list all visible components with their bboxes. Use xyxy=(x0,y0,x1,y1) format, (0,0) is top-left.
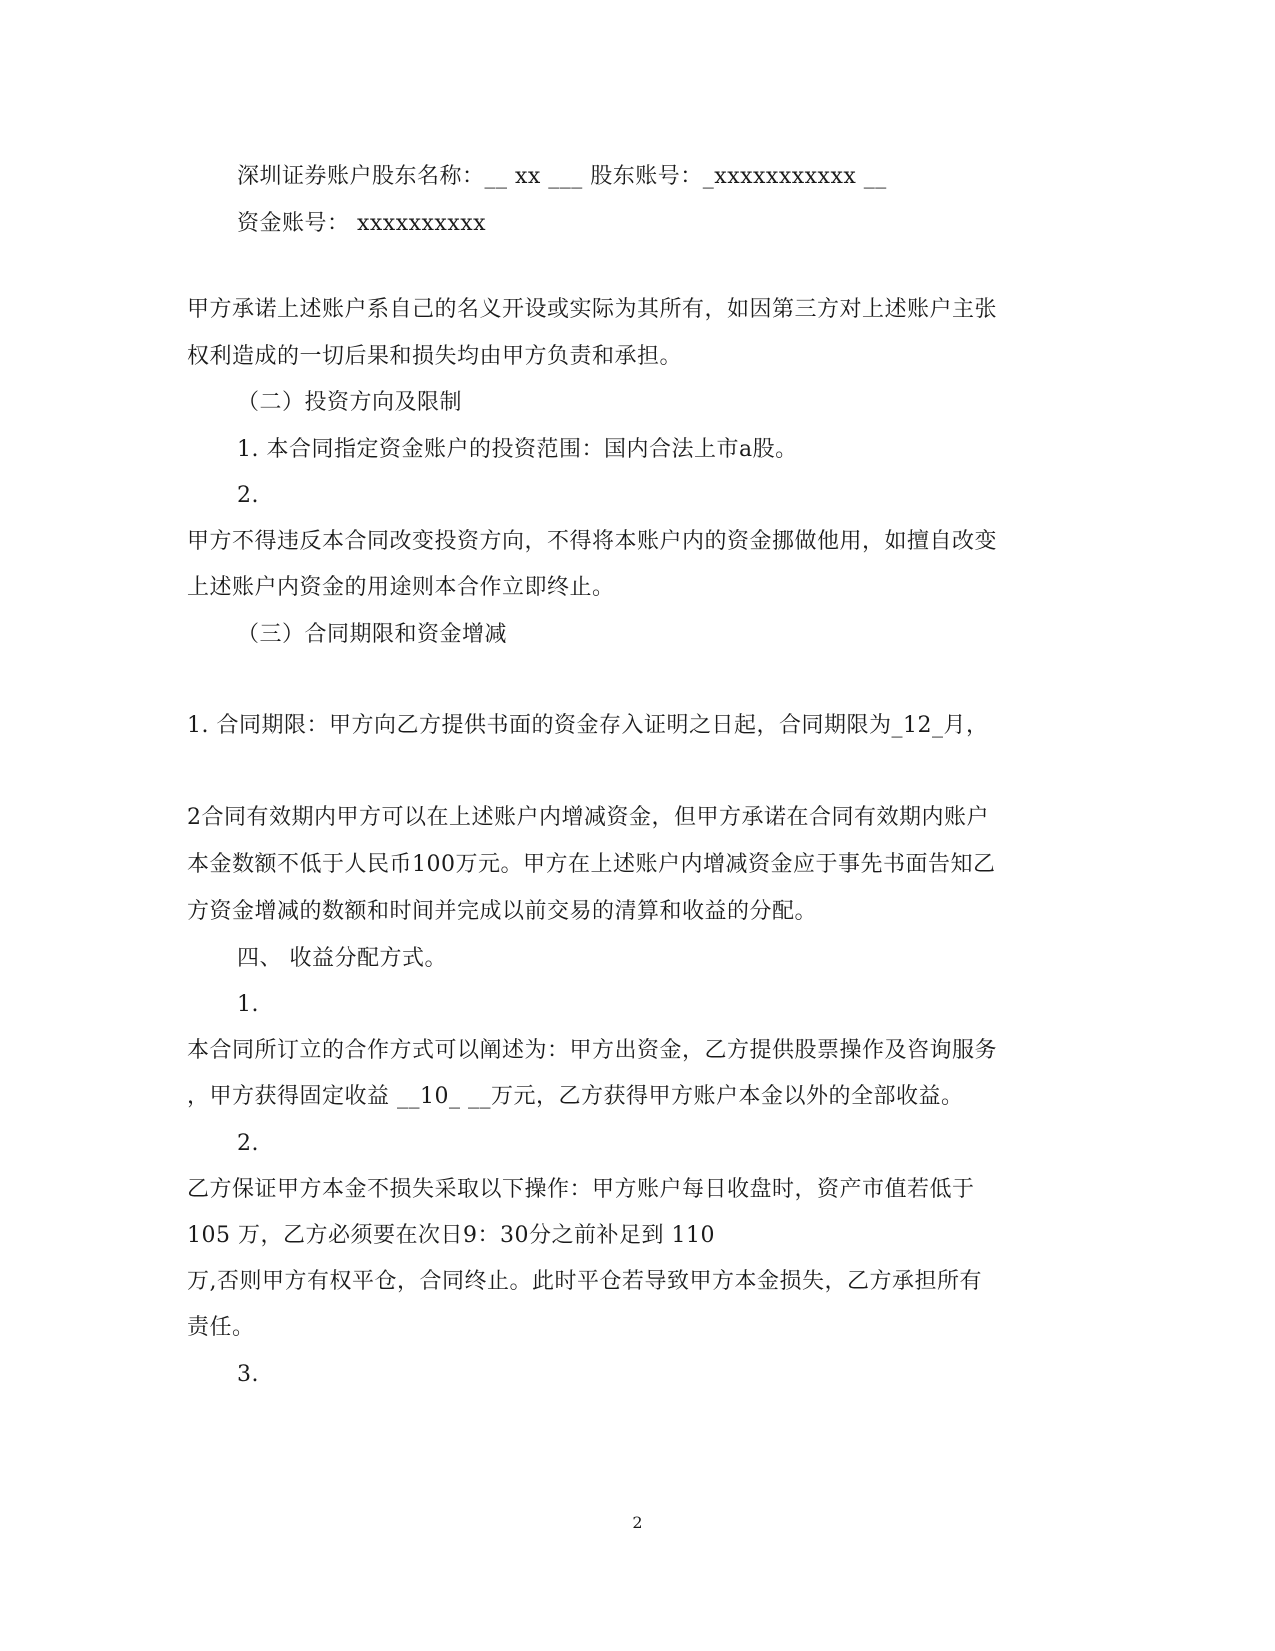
clause-item: 1. 合同期限：甲方向乙方提供书面的资金存入证明之日起，合同期限为_12_月， xyxy=(187,713,989,738)
fund-account-line: 资金账号： xxxxxxxxxx xyxy=(237,211,487,236)
paragraph-line: 乙方保证甲方本金不损失采取以下操作：甲方账户每日收盘时，资产市值若低于 xyxy=(187,1177,975,1202)
paragraph-line: 本合同所订立的合作方式可以阐述为：甲方出资金，乙方提供股票操作及咨询服务 xyxy=(187,1038,998,1063)
clause-number: 1. xyxy=(237,992,259,1017)
clause-number: 2. xyxy=(237,483,259,508)
paragraph-line: ，甲方获得固定收益 __10_ __万元，乙方获得甲方账户本金以外的全部收益。 xyxy=(187,1084,964,1109)
paragraph-line: 本金数额不低于人民币100万元。甲方在上述账户内增减资金应于事先书面告知乙 xyxy=(187,852,996,877)
paragraph-line: 万,否则甲方有权平仓，合同终止。此时平仓若导致甲方本金损失，乙方承担所有 xyxy=(187,1269,982,1294)
paragraph-line: 105 万，乙方必须要在次日9：30分之前补足到 110 xyxy=(187,1223,715,1248)
page-number: 2 xyxy=(632,1513,643,1532)
paragraph-line: 上述账户内资金的用途则本合作立即终止。 xyxy=(187,575,615,600)
section-heading-3: （三）合同期限和资金增减 xyxy=(237,622,508,647)
clause-number: 3. xyxy=(237,1362,259,1387)
shenzhen-account-line: 深圳证券账户股东名称：__ xx ___ 股东账号：_xxxxxxxxxxx __ xyxy=(237,164,887,189)
section-heading-2: （二）投资方向及限制 xyxy=(237,390,463,415)
paragraph-line: 方资金增减的数额和时间并完成以前交易的清算和收益的分配。 xyxy=(187,899,818,924)
paragraph-line: 权利造成的一切后果和损失均由甲方负责和承担。 xyxy=(187,344,683,369)
paragraph-line: 甲方承诺上述账户系自己的名义开设或实际为其所有，如因第三方对上述账户主张 xyxy=(187,297,998,322)
paragraph-line: 2合同有效期内甲方可以在上述账户内增减资金，但甲方承诺在合同有效期内账户 xyxy=(187,805,989,830)
clause-number: 2. xyxy=(237,1131,259,1156)
section-heading-4: 四、 收益分配方式。 xyxy=(237,946,447,971)
paragraph-line: 责任。 xyxy=(187,1315,255,1340)
paragraph-line: 甲方不得违反本合同改变投资方向，不得将本账户内的资金挪做他用，如擅自改变 xyxy=(187,529,998,554)
clause-item: 1. 本合同指定资金账户的投资范围：国内合法上市a股。 xyxy=(237,437,798,462)
